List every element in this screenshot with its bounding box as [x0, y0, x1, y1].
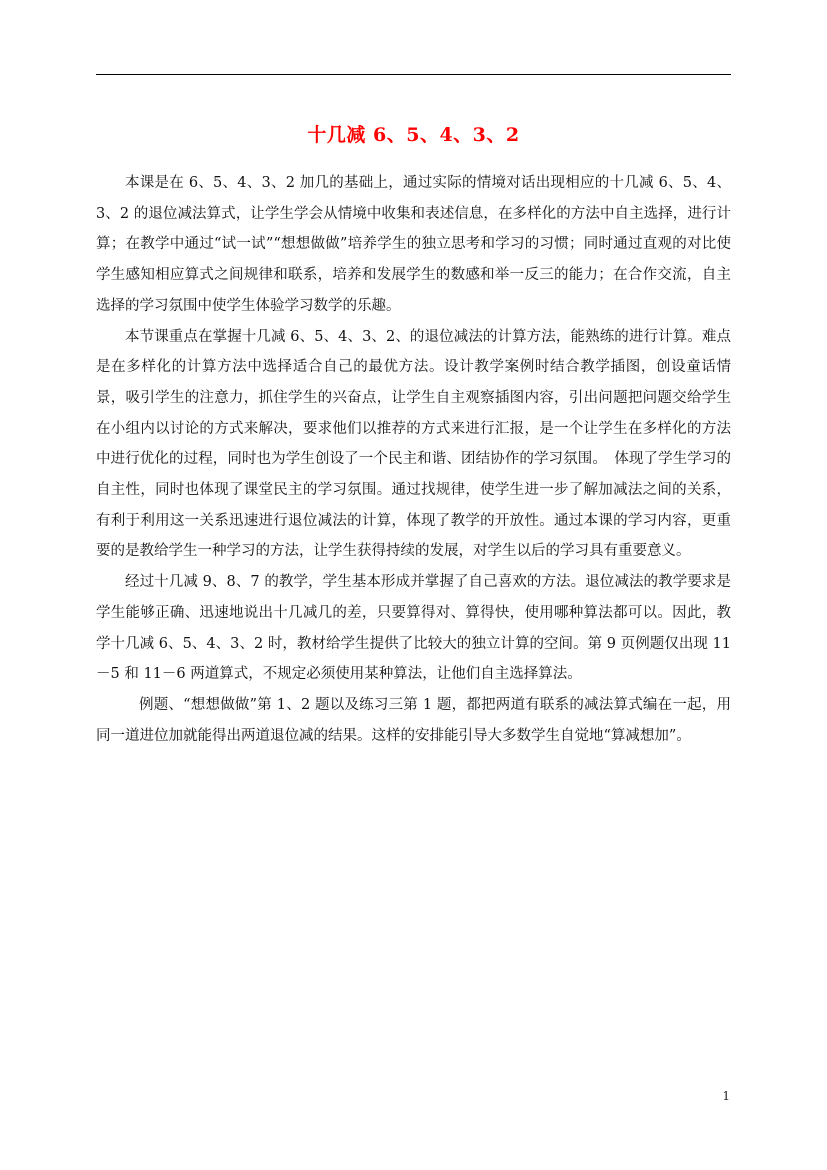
- paragraph-4: 例题、“想想做做”第 1、2 题以及练习三第 1 题，都把两道有联系的减法算式编在一起，用同一道进位加就能得出两道退位减的结果。这样的安排能引导大多数学生自觉地“算减想加”。: [96, 696, 731, 744]
- paragraph-1: 本课是在 6、5、4、3、2 加几的基础上，通过实际的情境对话出现相应的十几减 6、5、4、3、2 的退位减法算式，让学生学会从情境中收集和表述信息，在多样化的方法中自主选择，进行计算；在教学中通过“试一试”“想想做做”培养学生的独立思考和学习的习惯；同时通过直观的对比使学生感知相应算式之间规律和联系，培养和发展学生的数感和举一反三的能力；在合作交流，自主选择的学习氛围中使学生体验学习数学的乐趣。: [96, 175, 731, 314]
- paragraph-2: 本节课重点在掌握十几减 6、5、4、3、2、的退位减法的计算方法，能熟练的进行计算。难点是在多样化的计算方法中选择适合自己的最优方法。设计教学案例时结合教学插图，创设童话情景，吸引学生的注意力，抓住学生的兴奋点，让学生自主观察插图内容，引出问题把问题交给学生在小组内以讨论的方式来解决，要求他们以推荐的方式来进行汇报，是一个让学生在多样化的方法中进行优化的过程，同时也为学生创设了一个民主和谐、团结协作的学习氛围。 体现了学生学习的自主性，同时也体现了课堂民主的学习氛围。通过找规律，使学生进一步了解加减法之间的关系，有利于利用这一关系迅速进行退位减法的计算，体现了教学的开放性。通过本课的学习内容，更重要的是教给学生一种学习的方法，让学生获得持续的发展，对学生以后的学习具有重要意义。: [96, 328, 731, 560]
- header-rule: [96, 74, 731, 75]
- page-number: 1: [722, 1089, 730, 1103]
- document-title: 十几减 6、5、4、3、2: [307, 124, 520, 146]
- document-body: [96, 168, 731, 751]
- paragraph-3: 经过十几减 9、8、7 的教学，学生基本形成并掌握了自己喜欢的方法。退位减法的教学要求是学生能够正确、迅速地说出十几减几的差，只要算得对、算得快，使用哪种算法都可以。因此，教学十几减 6、5、4、3、2 时，教材给学生提供了比较大的独立计算的空间。第 9 页例题仅出现 11－5 和 11－6 两道算式，不规定必须使用某种算法，让他们自主选择算法。: [96, 574, 731, 683]
